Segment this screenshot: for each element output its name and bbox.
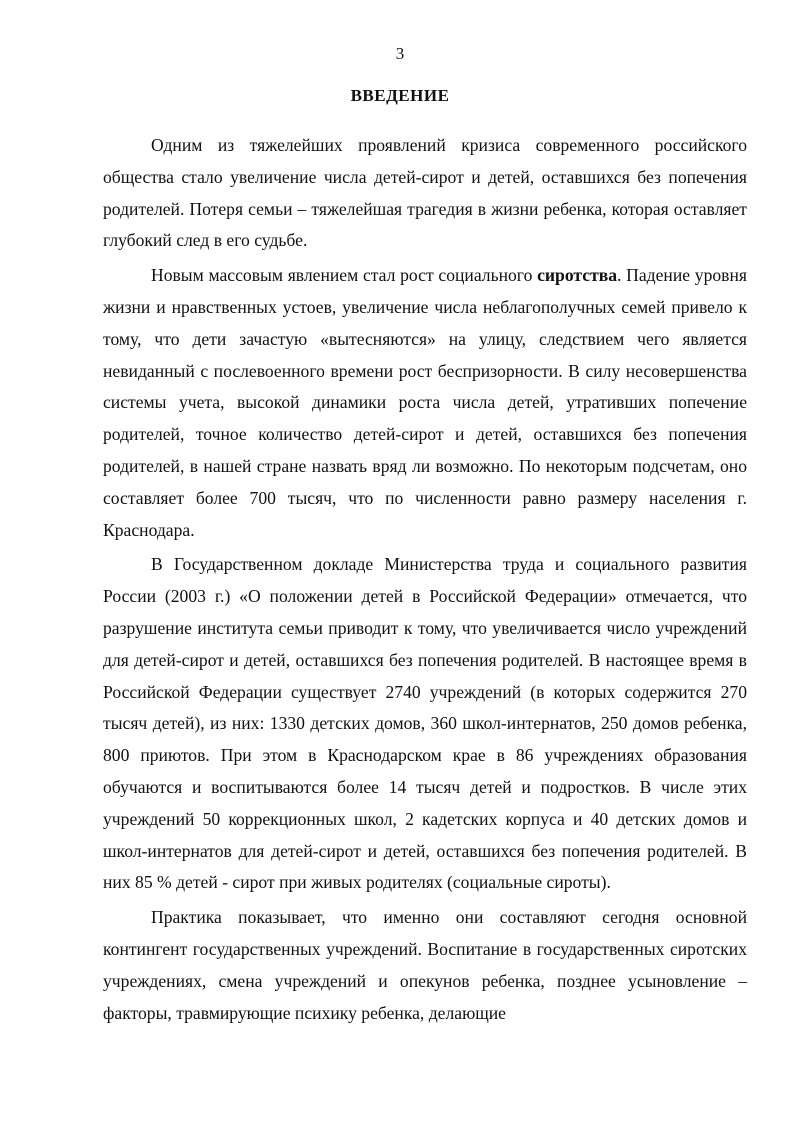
paragraph-2-rest: . Падение уровня жизни и нравственных устоев, увеличение числа неблагополучных семей привело к тому, что дети зачастую «вытесняются» на улицу, следствием чего является невиданный с послевоенного времени рост беспризорности. В силу несовершенства системы учета, высокой динамики роста числа детей, утративших попечение родителей, точное количество детей-сирот и детей, оставшихся без попечения родителей, в нашей стране назвать вряд ли возможно. По некоторым подсчетам, оно составляет более 700 тысяч, что по численности равно размеру населения г. Краснодара. xyxy=(103,265,747,540)
paragraph-1: Одним из тяжелейших проявлений кризиса современного российского общества стало увеличение числа детей-сирот и детей, оставшихся без попечения родителей. Потеря семьи – тяжелейшая трагедия в жизни ребенка, которая оставляет глубокий след в его судьбе. xyxy=(103,135,747,251)
emphasized-term: сиротства xyxy=(537,265,618,286)
paragraph-3: В Государственном докладе Министерства труда и социального развития России (2003 г.) «О положении детей в Российской Федерации» отмечается, что разрушение института семьи приводит к тому, что увеличивается число учреждений для детей-сирот и детей, оставшихся без попечения родителей. В настоящее время в Российской Федерации существует 2740 учреждений (в которых содержится 270 тысяч детей), из них: 1330 детских домов, 360 школ-интернатов, 250 домов ребенка, 800 приютов. При этом в Краснодарском крае в 86 учреждениях образования обучаются и воспитываются более 14 тысяч детей и подростков. В числе этих учреждений 50 коррекционных школ, 2 кадетских корпуса и 40 детских домов и школ-интернатов для детей-сирот и детей, оставшихся без попечения родителей. В них 85 % детей - сирот при живых родителях (социальные сироты). xyxy=(103,554,747,893)
page-number: 3 xyxy=(395,44,405,63)
paragraph-2 xyxy=(103,260,747,546)
body-text xyxy=(103,130,747,1032)
section-heading: ВВЕДЕНИЕ xyxy=(350,86,450,105)
paragraph-4: Практика показывает, что именно они составляют сегодня основной контингент государственных учреждений. Воспитание в государственных сиротских учреждениях, смена учреждений и опекунов ребенка, позднее усыновление – факторы, травмирующие психику ребенка, делающие xyxy=(103,907,747,1023)
paragraph-2-start: Новым массовым явлением стал рост социального xyxy=(151,265,538,286)
